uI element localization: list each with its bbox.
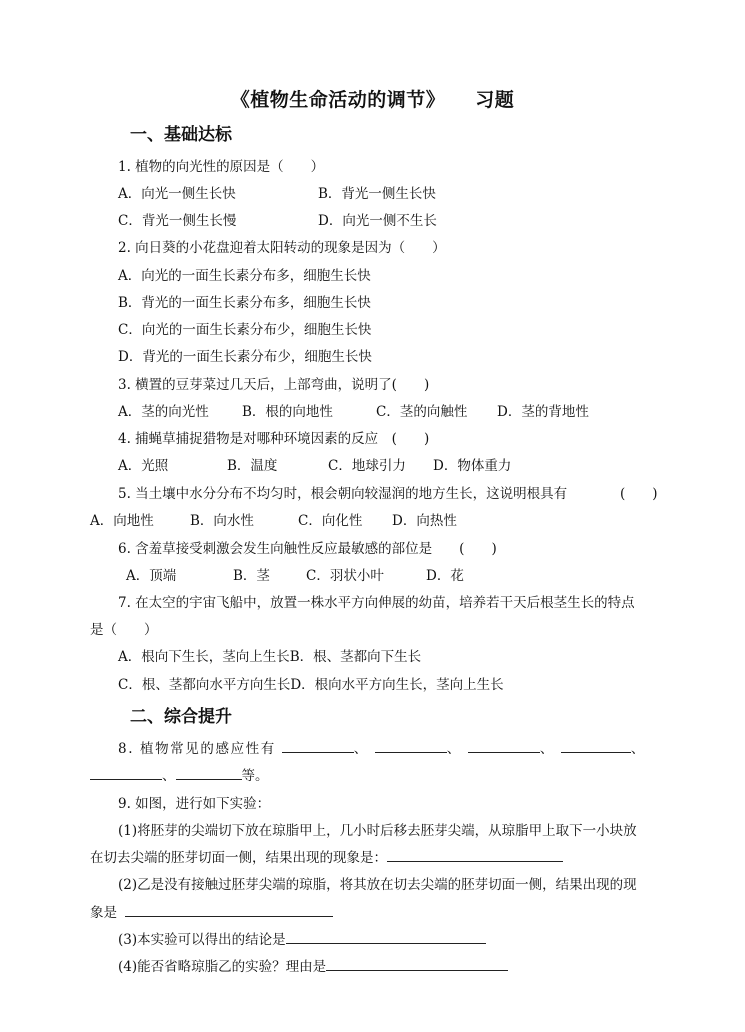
question-9-part-1-line-1: (1)将胚芽的尖端切下放在琼脂甲上，几小时后移去胚芽尖端，从琼脂甲上取下一小块放 [118,823,637,839]
question-8-separator: 、 [446,741,462,757]
question-3-option-c: C．茎的向触性 [376,404,468,420]
question-8-separator: 、 [162,768,176,784]
question-9-stem: 9. 如图，进行如下实验： [118,796,271,812]
question-4-option-d: D．物体重力 [433,458,512,474]
section-advanced-heading: 二、综合提升 [130,707,232,727]
question-1-stem: 1. 植物的向光性的原因是（ ） [118,159,325,175]
question-8-blank-3[interactable] [468,738,540,753]
question-3-option-d: D．茎的背地性 [497,404,589,420]
question-8-separator: 、 [539,741,555,757]
question-5-stem: 5. 当土壤中水分分布不均匀时，根会朝向较湿润的地方生长，这说明根具有 [118,486,568,502]
question-2-option-d: D．背光的一面生长素分布少，细胞生长快 [118,349,372,365]
question-9-part-3 [118,928,486,948]
question-8-end: 等。 [241,768,269,784]
question-9-part-1-blank[interactable] [387,847,563,862]
question-5-option-d: D．向热性 [392,513,457,529]
question-5-option-a: A．向地性 [90,513,154,529]
question-7-options-cd: C．根、茎都向水平方向生长D．根向水平方向生长，茎向上生长 [118,677,504,693]
question-8-separator: 、 [353,741,369,757]
question-1-option-d: D．向光一侧不生长 [318,213,437,229]
question-7-options-ab: A．根向下生长，茎向上生长B．根、茎都向下生长 [118,649,422,665]
question-9-part-2-blank[interactable] [125,902,333,917]
question-6-option-d: D．花 [426,568,464,584]
question-8-separator: 、 [630,741,646,757]
question-3-option-a: A．茎的向光性 [118,404,209,420]
question-9-part-1-line-2 [90,846,563,866]
question-8-line-2 [90,764,269,784]
question-1-option-a: A．向光一侧生长快 [118,186,236,202]
question-3-option-b: B．根的向地性 [242,404,333,420]
question-8-blank-6[interactable] [176,765,242,780]
question-8-blank-1[interactable] [282,738,354,753]
question-6-stem: 6. 含羞草接受刺激会发生向触性反应最敏感的部位是 ( ) [118,541,497,557]
title-sub: 习题 [475,89,515,111]
question-2-option-a: A．向光的一面生长素分布多，细胞生长快 [118,268,371,284]
question-7-stem-line-1: 7. 在太空的宇宙飞船中，放置一株水平方向伸展的幼苗，培养若干天后根茎生长的特点 [118,595,635,611]
question-9-part-2-line-1: (2)乙是没有接触过胚芽尖端的琼脂，将其放在切去尖端的胚芽切面一侧，结果出现的现 [118,877,637,893]
question-4-stem: 4. 捕蝇草捕捉猎物是对哪种环境因素的反应 ( ) [118,431,430,447]
question-8-line-1 [118,737,646,757]
question-8-blank-2[interactable] [375,738,447,753]
question-4-option-a: A．光照 [118,458,169,474]
question-9-part-3-blank[interactable] [286,929,486,944]
question-3-stem: 3. 横置的豆芽菜过几天后，上部弯曲，说明了( ) [118,377,430,393]
question-8-blank-5[interactable] [90,765,162,780]
question-6-option-c: C．羽状小叶 [306,568,384,584]
question-9-part-4 [118,955,508,975]
question-6-option-b: B．茎 [233,568,270,584]
question-6-option-a: A．顶端 [126,568,177,584]
question-9-part-4-text: (4)能否省略琼脂乙的实验？理由是 [118,959,327,975]
question-9-part-2-text: 象是 [90,905,117,921]
question-1-option-c: C．背光一侧生长慢 [118,213,237,229]
question-5-answer-paren: ( ) [620,486,658,502]
question-9-part-3-text: (3)本实验可以得出的结论是 [118,932,286,948]
question-9-part-1-text: 在切去尖端的胚芽切面一侧，结果出现的现象是： [90,850,387,866]
question-5-option-c: C．向化性 [298,513,363,529]
question-5-option-b: B．向水性 [190,513,254,529]
question-9-part-2-line-2 [90,901,333,921]
question-7-stem-line-2: 是（ ） [90,622,158,638]
question-2-option-b: B．背光的一面生长素分布多，细胞生长快 [118,295,371,311]
page-title [0,85,745,112]
question-4-option-c: C．地球引力 [328,458,406,474]
question-9-part-4-blank[interactable] [326,956,508,971]
question-2-stem: 2. 向日葵的小花盘迎着太阳转动的现象是因为（ ） [118,240,446,256]
question-2-option-c: C．向光的一面生长素分布少，细胞生长快 [118,322,372,338]
section-basic-heading: 一、基础达标 [130,125,232,145]
question-8-blank-4[interactable] [561,738,631,753]
question-8-stem: 8. 植物常见的感应性有 [118,741,276,757]
question-1-option-b: B．背光一侧生长快 [318,186,436,202]
question-4-option-b: B．温度 [227,458,278,474]
title-main: 《植物生命活动的调节》 [230,89,446,111]
